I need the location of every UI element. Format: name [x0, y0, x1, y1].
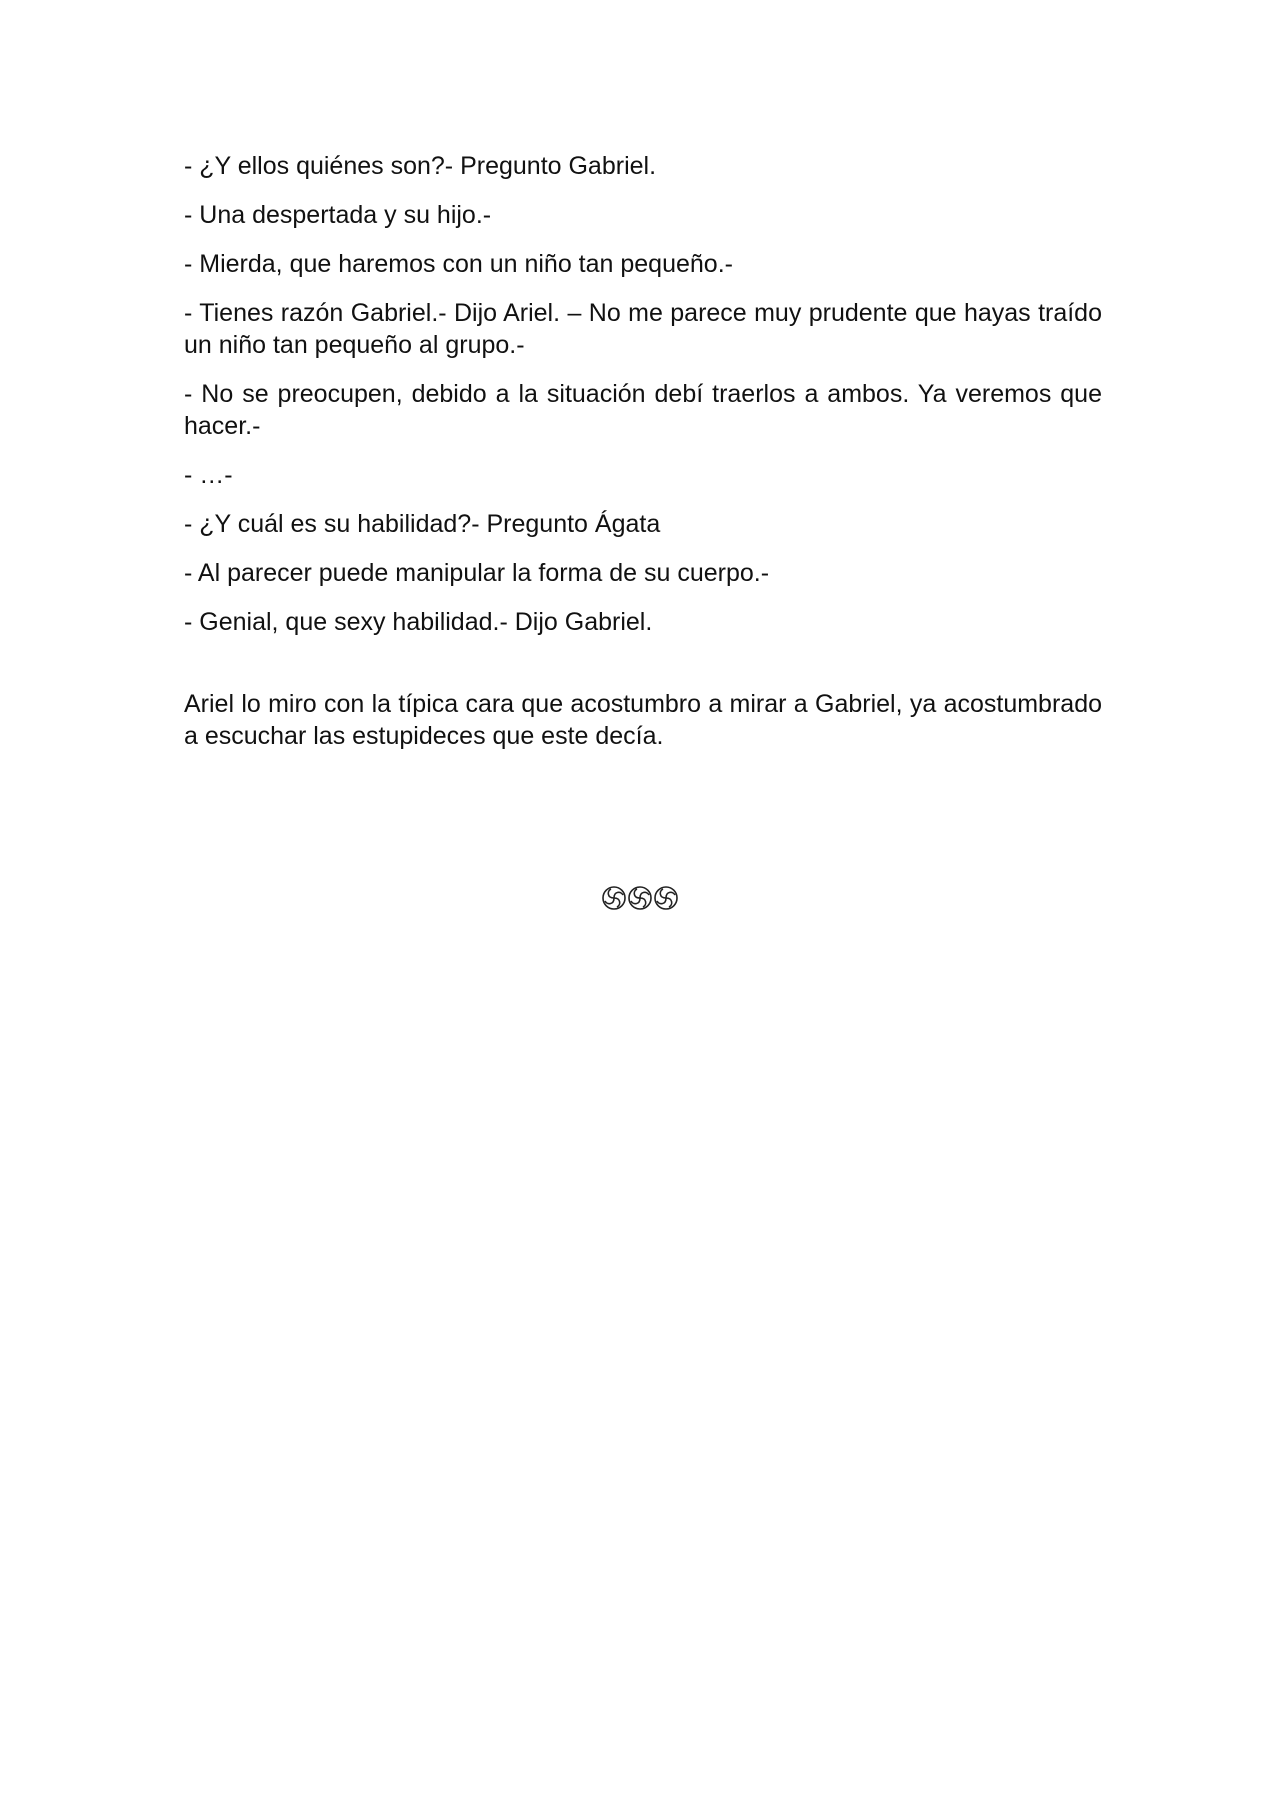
dialogue-line: - Tienes razón Gabriel.- Dijo Ariel. – No me parece muy prudente que hayas traído un niño tan pequeño al grupo.- — [184, 299, 1102, 359]
dialogue-line: - No se preocupen, debido a la situación debí traerlos a ambos. Ya veremos que hacer.- — [184, 380, 1102, 440]
spiral-ornament-icon — [653, 885, 679, 911]
document-body — [184, 150, 1102, 769]
dialogue-line: - Mierda, que haremos con un niño tan pequeño.- — [184, 250, 733, 278]
spiral-ornament-icon — [601, 885, 627, 911]
dialogue-line: - …- — [184, 461, 233, 489]
dialogue-line: - Una despertada y su hijo.- — [184, 201, 492, 229]
spiral-ornament-icon — [627, 885, 653, 911]
dialogue-line: - ¿Y ellos quiénes son?- Pregunto Gabriel. — [184, 152, 657, 180]
narration-paragraph: Ariel lo miro con la típica cara que acostumbro a mirar a Gabriel, ya acostumbrado a escuchar las estupideces que este decía. — [184, 690, 1102, 750]
dialogue-line: - Al parecer puede manipular la forma de su cuerpo.- — [184, 559, 770, 587]
dialogue-line: - Genial, que sexy habilidad.- Dijo Gabriel. — [184, 608, 653, 636]
section-separator — [0, 885, 1280, 915]
dialogue-line: - ¿Y cuál es su habilidad?- Pregunto Ágata — [184, 510, 661, 538]
